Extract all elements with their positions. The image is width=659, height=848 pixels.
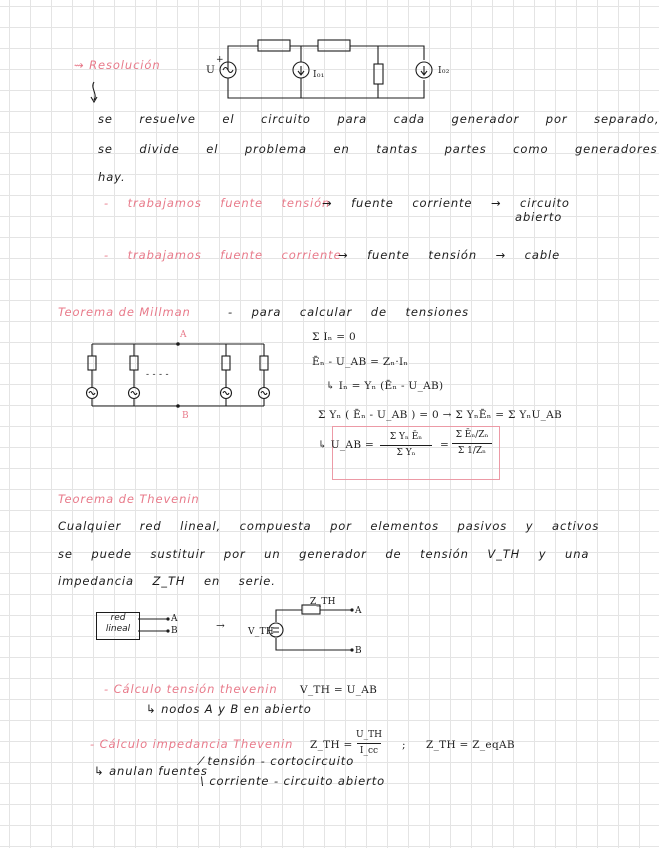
thevenin-vth-label: V_TH bbox=[248, 627, 275, 637]
thevenin-zth-label: Z_TH bbox=[310, 597, 336, 607]
millman-fraction-2-den: Σ 1/Zₙ bbox=[457, 446, 487, 456]
thevenin-zth-fraction bbox=[354, 730, 384, 757]
thevenin-line-2: se puede sustituir por un generador de tensión V_TH y una bbox=[58, 547, 590, 561]
resolucion-bullet-1-emphasis: - trabajamos fuente tensión bbox=[104, 196, 331, 210]
red-lineal-terminals bbox=[138, 612, 174, 642]
equivalence-arrow: → bbox=[216, 620, 226, 632]
resolucion-line-2: se divide el problema en tantas partes como generadores bbox=[98, 142, 658, 156]
thevenin-terminal-a: A bbox=[355, 606, 362, 616]
thevenin-bullet-2-emphasis: - Cálculo impedancia Thevenin bbox=[90, 737, 294, 751]
thevenin-bullet-1-emphasis: - Cálculo tensión thevenin bbox=[104, 682, 278, 696]
millman-final-eq: = bbox=[440, 439, 450, 451]
resolucion-circuit-diagram bbox=[200, 34, 460, 104]
red-lineal-terminal-b: B bbox=[171, 626, 178, 636]
red-lineal-terminal-a: A bbox=[171, 614, 178, 624]
resolucion-line-1: se resuelve el circuito para cada generador por separado, bbox=[98, 112, 659, 126]
source-plus-sign: + bbox=[216, 55, 224, 65]
current-i1-label: I₀₁ bbox=[313, 70, 325, 80]
millman-node-a: A bbox=[180, 330, 187, 340]
millman-heading: Teorema de Millman bbox=[58, 305, 191, 319]
millman-eq-2: Ēₙ - U_AB = Zₙ·Iₙ bbox=[312, 356, 409, 368]
thevenin-zth-fraction-num: U_TH bbox=[356, 730, 382, 740]
millman-fraction-2 bbox=[448, 430, 496, 457]
millman-fraction-1 bbox=[376, 432, 436, 459]
millman-dots: - - - - bbox=[146, 370, 169, 380]
millman-node-b: B bbox=[182, 411, 189, 421]
thevenin-bullet-2-zth: Z_TH = bbox=[310, 739, 353, 751]
thevenin-bullet-1-sub: ↳ nodos A y B en abierto bbox=[146, 702, 312, 716]
thevenin-bullet-1-text: V_TH = U_AB bbox=[300, 684, 378, 696]
thevenin-zth-fraction-den: I_cc bbox=[359, 746, 379, 756]
millman-fraction-1-den: Σ Yₙ bbox=[396, 448, 416, 458]
thevenin-heading: Teorema de Thevenin bbox=[58, 492, 200, 506]
anulan-tension: ⁄ tensión - cortocircuito bbox=[200, 754, 355, 768]
millman-eq-3: ↳ Iₙ = Yₙ (Ēₙ - U_AB) bbox=[326, 380, 444, 392]
anulan-fuentes: ↳ anulan fuentes bbox=[94, 764, 208, 778]
millman-fraction-1-num: Σ Yₙ Ēₙ bbox=[389, 432, 423, 442]
thevenin-bullet-2-separator: ; bbox=[402, 739, 406, 751]
thevenin-terminal-b: B bbox=[355, 646, 362, 656]
thevenin-line-1: Cualquier red lineal, compuesta por elementos pasivos y activos bbox=[58, 519, 600, 533]
resolucion-heading: ⇝ Resolución bbox=[74, 58, 161, 72]
resolucion-bullet-1-cont: abierto bbox=[515, 210, 563, 224]
hook-arrow bbox=[88, 82, 102, 108]
resolucion-bullet-2-emphasis: - trabajamos fuente corriente bbox=[104, 248, 342, 262]
resolucion-bullet-1-text: → fuente corriente → circuito bbox=[322, 196, 570, 210]
anulan-corriente: \ corriente - circuito abierto bbox=[200, 774, 386, 788]
source-u-label: U bbox=[206, 64, 216, 76]
millman-circuit-diagram bbox=[74, 336, 284, 416]
current-i2-label: I₀₂ bbox=[438, 66, 450, 76]
millman-eq-1: Σ Iₙ = 0 bbox=[312, 331, 357, 343]
millman-eq-4: Σ Yₙ ( Ēₙ - U_AB ) = 0 → Σ YₙĒₙ = Σ YₙU_AB bbox=[318, 409, 563, 421]
millman-final-lhs: ↳ U_AB = bbox=[318, 439, 375, 451]
millman-heading-rest: - para calcular de tensiones bbox=[228, 305, 470, 319]
resolucion-bullet-2-text: → fuente tensión → cable bbox=[338, 248, 561, 262]
thevenin-line-3: impedancia Z_TH en serie. bbox=[58, 574, 276, 588]
red-lineal-box: red lineal bbox=[96, 612, 140, 640]
resolucion-line-3: hay. bbox=[98, 170, 126, 184]
thevenin-bullet-2-rest: Z_TH = Z_eqAB bbox=[426, 739, 515, 751]
millman-fraction-2-num: Σ Ēₙ/Zₙ bbox=[455, 430, 489, 440]
